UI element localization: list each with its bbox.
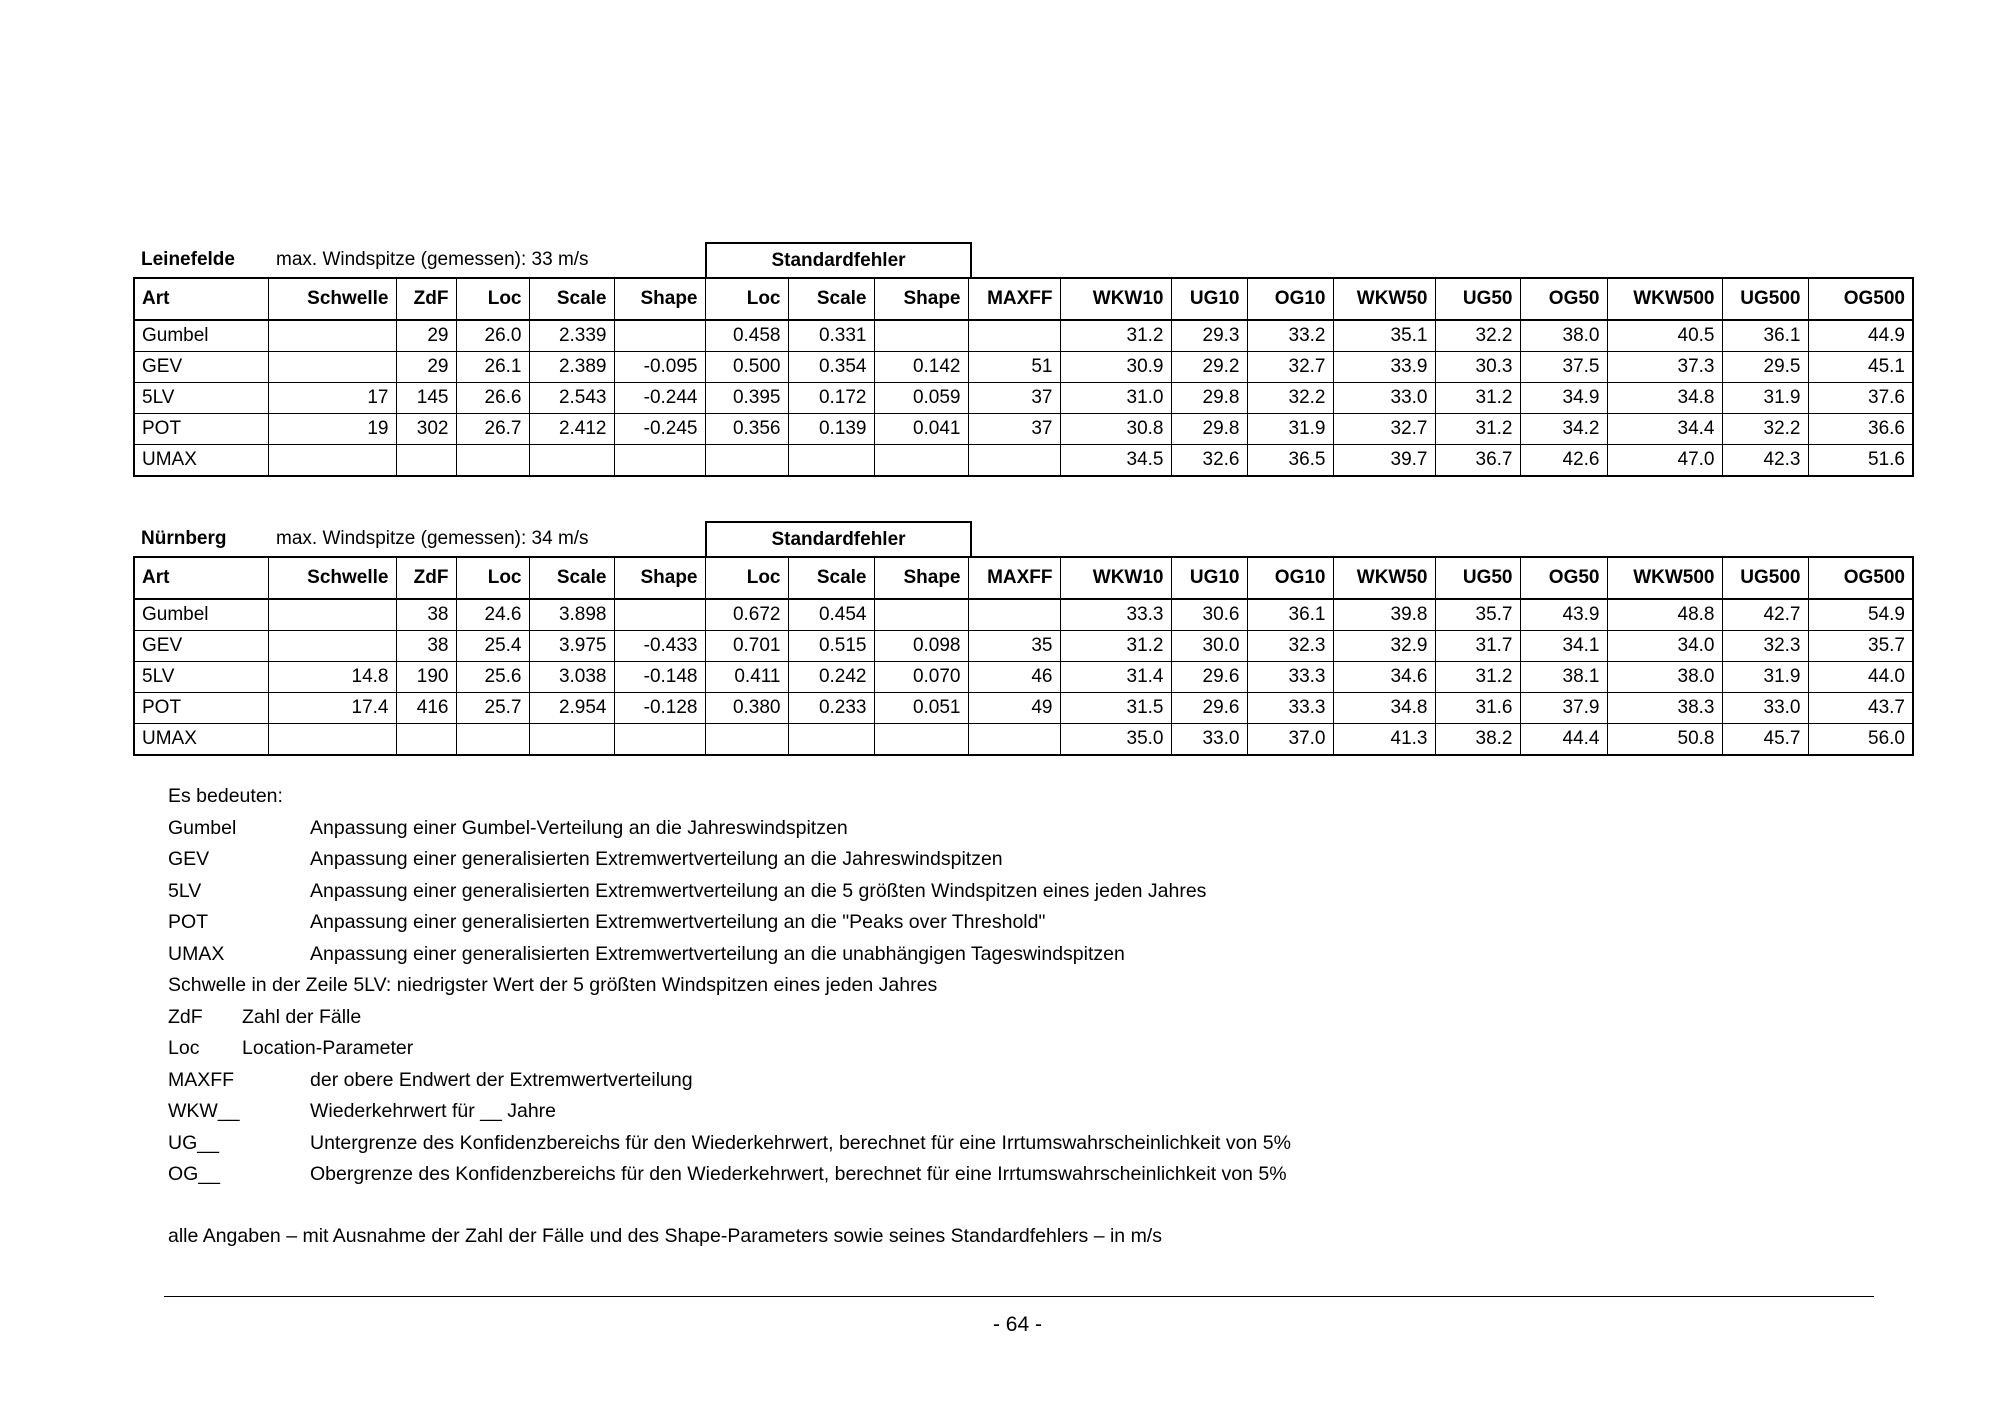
table-row xyxy=(134,693,1913,724)
table-cell: 29.8 xyxy=(1171,414,1247,445)
table-cell xyxy=(456,445,529,477)
table-cell: 35.7 xyxy=(1808,631,1913,662)
table-cell: 30.3 xyxy=(1435,352,1520,383)
table-cell: 37.5 xyxy=(1520,352,1607,383)
table-cell: 44.4 xyxy=(1520,724,1607,756)
column-header: ZdF xyxy=(396,557,456,599)
table-cell: 34.8 xyxy=(1333,693,1435,724)
table-cell xyxy=(614,599,705,631)
table-cell: 35.1 xyxy=(1333,320,1435,352)
table-cell: 32.9 xyxy=(1333,631,1435,662)
table-cell: 34.1 xyxy=(1520,631,1607,662)
table-cell: 0.142 xyxy=(874,352,968,383)
table-cell: 32.3 xyxy=(1722,631,1808,662)
table-cell: 38.0 xyxy=(1520,320,1607,352)
column-header: Shape xyxy=(874,278,968,320)
legend-desc: Zahl der Fälle xyxy=(242,1005,362,1028)
table-cell: 30.6 xyxy=(1171,599,1247,631)
table-cell xyxy=(456,724,529,756)
column-header: WKW50 xyxy=(1333,278,1435,320)
table-cell xyxy=(614,724,705,756)
table-row xyxy=(134,445,1913,477)
table-cell: -0.433 xyxy=(614,631,705,662)
table-cell: 25.6 xyxy=(456,662,529,693)
table-cell: 190 xyxy=(396,662,456,693)
station-block-leinefelde xyxy=(133,242,1912,477)
column-header: OG500 xyxy=(1808,557,1913,599)
table-cell: 3.038 xyxy=(529,662,614,693)
column-header: Loc xyxy=(705,278,788,320)
table-cell: 31.5 xyxy=(1060,693,1171,724)
table-cell: 0.380 xyxy=(705,693,788,724)
legend-abbr: UG__ xyxy=(168,1131,219,1154)
table-cell: 0.098 xyxy=(874,631,968,662)
table-cell: -0.095 xyxy=(614,352,705,383)
table-cell: 43.7 xyxy=(1808,693,1913,724)
table-cell: 2.389 xyxy=(529,352,614,383)
table-cell xyxy=(705,724,788,756)
table-cell: 33.3 xyxy=(1060,599,1171,631)
table-cell: 38 xyxy=(396,599,456,631)
table-cell: 29.8 xyxy=(1171,383,1247,414)
table-cell: 24.6 xyxy=(456,599,529,631)
table-cell: 32.2 xyxy=(1435,320,1520,352)
legend-abbr: UMAX xyxy=(168,942,225,965)
table-cell: 35 xyxy=(968,631,1060,662)
station-name: Nürnberg xyxy=(141,528,227,549)
table-cell xyxy=(788,445,874,477)
column-header: UG10 xyxy=(1171,278,1247,320)
row-label: POT xyxy=(134,414,268,445)
column-header: Shape xyxy=(614,278,705,320)
table-cell: 31.9 xyxy=(1722,383,1808,414)
table-cell: 38.3 xyxy=(1607,693,1722,724)
max-wind-label: max. Windspitze (gemessen): 33 m/s xyxy=(276,249,589,270)
table-cell: 26.0 xyxy=(456,320,529,352)
station-name: Leinefelde xyxy=(141,249,235,270)
legend-desc: Untergrenze des Konfidenzbereichs für den Wiederkehrwert, berechnet für eine Irrtumswahrscheinlichkeit von 5% xyxy=(310,1131,1291,1154)
legend-schwelle-note: Schwelle in der Zeile 5LV: niedrigster Wert der 5 größten Windspitzen eines jeden Jahres xyxy=(168,974,938,996)
table-cell: 3.898 xyxy=(529,599,614,631)
table-cell: 0.242 xyxy=(788,662,874,693)
row-label: UMAX xyxy=(134,445,268,477)
table-cell: 0.331 xyxy=(788,320,874,352)
table-cell: 0.233 xyxy=(788,693,874,724)
row-label: GEV xyxy=(134,631,268,662)
table-cell: 34.4 xyxy=(1607,414,1722,445)
table-cell: 0.172 xyxy=(788,383,874,414)
table-cell: 0.411 xyxy=(705,662,788,693)
table-cell: 29 xyxy=(396,320,456,352)
legend-desc: Anpassung einer Gumbel-Verteilung an die Jahreswindspitzen xyxy=(310,816,848,839)
column-header: UG500 xyxy=(1722,278,1808,320)
table-cell: 44.0 xyxy=(1808,662,1913,693)
table-cell: 33.0 xyxy=(1333,383,1435,414)
table-cell: 45.7 xyxy=(1722,724,1808,756)
extreme-value-table xyxy=(133,277,1914,477)
table-cell: 46 xyxy=(968,662,1060,693)
row-label: GEV xyxy=(134,352,268,383)
table-cell: 31.9 xyxy=(1247,414,1333,445)
table-cell: 17.4 xyxy=(268,693,396,724)
table-cell: 33.2 xyxy=(1247,320,1333,352)
legend-desc: Anpassung einer generalisierten Extremwertverteilung an die Jahreswindspitzen xyxy=(310,848,1003,870)
table-cell: 0.139 xyxy=(788,414,874,445)
table-cell: 49 xyxy=(968,693,1060,724)
legend-abbr: WKW__ xyxy=(168,1100,240,1122)
table-cell xyxy=(705,445,788,477)
table-cell xyxy=(614,320,705,352)
page-number: - 64 - xyxy=(992,1313,1042,1336)
legend-desc: Obergrenze des Konfidenzbereichs für den Wiederkehrwert, berechnet für eine Irrtumswahrscheinlichkeit von 5% xyxy=(310,1163,1287,1185)
table-cell: 29.6 xyxy=(1171,693,1247,724)
column-header: WKW10 xyxy=(1060,278,1171,320)
table-cell: 34.0 xyxy=(1607,631,1722,662)
station-header xyxy=(133,521,1912,556)
table-cell xyxy=(968,724,1060,756)
table-cell: 38.1 xyxy=(1520,662,1607,693)
table-cell: -0.148 xyxy=(614,662,705,693)
table-row xyxy=(134,599,1913,631)
table-cell: 39.7 xyxy=(1333,445,1435,477)
column-header: UG10 xyxy=(1171,557,1247,599)
legend-desc: Location-Parameter xyxy=(242,1037,414,1059)
table-cell: 36.1 xyxy=(1247,599,1333,631)
table-cell: 38 xyxy=(396,631,456,662)
table-cell: 31.2 xyxy=(1435,383,1520,414)
column-header: Loc xyxy=(456,557,529,599)
table-cell: 2.543 xyxy=(529,383,614,414)
table-header-row xyxy=(134,278,1913,320)
table-cell: 32.3 xyxy=(1247,631,1333,662)
table-cell xyxy=(396,724,456,756)
table-cell: 29 xyxy=(396,352,456,383)
table-cell: 29.6 xyxy=(1171,662,1247,693)
table-cell: 0.458 xyxy=(705,320,788,352)
column-header: Shape xyxy=(614,557,705,599)
row-label: Gumbel xyxy=(134,320,268,352)
row-label: UMAX xyxy=(134,724,268,756)
table-cell: 40.5 xyxy=(1607,320,1722,352)
table-cell: 25.7 xyxy=(456,693,529,724)
table-cell: 26.6 xyxy=(456,383,529,414)
column-header: ZdF xyxy=(396,278,456,320)
column-header: OG50 xyxy=(1520,278,1607,320)
station-block-nuernberg xyxy=(133,521,1912,756)
table-cell: 36.6 xyxy=(1808,414,1913,445)
row-label: POT xyxy=(134,693,268,724)
max-wind-label: max. Windspitze (gemessen): 34 m/s xyxy=(276,528,589,549)
table-cell: 38.2 xyxy=(1435,724,1520,756)
table-cell: 32.2 xyxy=(1722,414,1808,445)
table-cell xyxy=(614,445,705,477)
table-row xyxy=(134,631,1913,662)
table-cell: 0.356 xyxy=(705,414,788,445)
table-cell: 43.9 xyxy=(1520,599,1607,631)
table-header-row xyxy=(134,557,1913,599)
table-cell xyxy=(874,724,968,756)
table-cell: 31.6 xyxy=(1435,693,1520,724)
column-header: WKW500 xyxy=(1607,557,1722,599)
table-cell: 26.7 xyxy=(456,414,529,445)
table-cell: 35.0 xyxy=(1060,724,1171,756)
table-cell: 44.9 xyxy=(1808,320,1913,352)
station-header xyxy=(133,242,1912,277)
table-cell: 25.4 xyxy=(456,631,529,662)
table-cell: 37.6 xyxy=(1808,383,1913,414)
column-header: WKW50 xyxy=(1333,557,1435,599)
table-cell: 51.6 xyxy=(1808,445,1913,477)
legend-abbr: ZdF xyxy=(168,1005,203,1028)
table-cell xyxy=(874,445,968,477)
table-cell: 0.041 xyxy=(874,414,968,445)
table-cell: 34.5 xyxy=(1060,445,1171,477)
table-cell: 56.0 xyxy=(1808,724,1913,756)
table-cell xyxy=(788,724,874,756)
table-cell: 50.8 xyxy=(1607,724,1722,756)
table-cell xyxy=(396,445,456,477)
legend-abbr: MAXFF xyxy=(168,1068,235,1091)
legend-desc: Anpassung einer generalisierten Extremwertverteilung an die "Peaks over Threshold" xyxy=(310,911,1046,933)
table-cell: 29.2 xyxy=(1171,352,1247,383)
row-label: 5LV xyxy=(134,383,268,414)
table-cell: 37.0 xyxy=(1247,724,1333,756)
table-cell: 19 xyxy=(268,414,396,445)
table-cell: 29.3 xyxy=(1171,320,1247,352)
table-cell: 34.8 xyxy=(1607,383,1722,414)
table-cell xyxy=(268,445,396,477)
table-cell: 0.395 xyxy=(705,383,788,414)
table-cell: 37.3 xyxy=(1607,352,1722,383)
table-cell: 31.7 xyxy=(1435,631,1520,662)
column-header: Schwelle xyxy=(268,278,396,320)
column-header: UG50 xyxy=(1435,557,1520,599)
column-header: Scale xyxy=(788,557,874,599)
column-header: Loc xyxy=(456,278,529,320)
table-cell: 54.9 xyxy=(1808,599,1913,631)
column-header: Scale xyxy=(529,278,614,320)
legend-desc: Anpassung einer generalisierten Extremwertverteilung an die 5 größten Windspitzen eines jeden Jahres xyxy=(310,879,1207,902)
table-cell xyxy=(968,320,1060,352)
table-cell: 34.6 xyxy=(1333,662,1435,693)
table-row xyxy=(134,414,1913,445)
legend-desc: Anpassung einer generalisierten Extremwertverteilung an die unabhängigen Tageswindspitzen xyxy=(310,942,1125,965)
table-cell: 42.3 xyxy=(1722,445,1808,477)
column-header: MAXFF xyxy=(968,557,1060,599)
table-cell: 37 xyxy=(968,383,1060,414)
column-header: Scale xyxy=(788,278,874,320)
table-cell xyxy=(968,599,1060,631)
table-cell: 32.7 xyxy=(1247,352,1333,383)
table-cell: 32.2 xyxy=(1247,383,1333,414)
table-cell: 33.3 xyxy=(1247,662,1333,693)
table-cell: 34.2 xyxy=(1520,414,1607,445)
table-row xyxy=(134,724,1913,756)
table-cell: 33.3 xyxy=(1247,693,1333,724)
table-cell: 35.7 xyxy=(1435,599,1520,631)
table-cell xyxy=(874,320,968,352)
table-cell xyxy=(268,631,396,662)
table-cell xyxy=(968,445,1060,477)
table-cell: 0.500 xyxy=(705,352,788,383)
row-label: Gumbel xyxy=(134,599,268,631)
table-cell: 31.2 xyxy=(1435,414,1520,445)
table-cell: 47.0 xyxy=(1607,445,1722,477)
table-cell: 2.339 xyxy=(529,320,614,352)
table-cell: 0.070 xyxy=(874,662,968,693)
legend-intro: Es bedeuten: xyxy=(168,785,283,807)
table-cell: 3.975 xyxy=(529,631,614,662)
table-cell: 30.0 xyxy=(1171,631,1247,662)
table-cell: 26.1 xyxy=(456,352,529,383)
table-cell: 30.9 xyxy=(1060,352,1171,383)
table-row xyxy=(134,662,1913,693)
legend-abbr: Loc xyxy=(168,1037,200,1059)
table-cell: 31.4 xyxy=(1060,662,1171,693)
row-label: 5LV xyxy=(134,662,268,693)
table-cell: 48.8 xyxy=(1607,599,1722,631)
table-cell xyxy=(874,599,968,631)
table-cell: 0.354 xyxy=(788,352,874,383)
table-cell: 36.5 xyxy=(1247,445,1333,477)
table-cell: 37.9 xyxy=(1520,693,1607,724)
table-cell: 31.2 xyxy=(1435,662,1520,693)
table-cell: 0.701 xyxy=(705,631,788,662)
column-header: UG50 xyxy=(1435,278,1520,320)
table-cell xyxy=(529,724,614,756)
table-row xyxy=(134,320,1913,352)
table-cell: 36.1 xyxy=(1722,320,1808,352)
table-cell: 0.454 xyxy=(788,599,874,631)
table-cell: 31.0 xyxy=(1060,383,1171,414)
column-header: Art xyxy=(134,557,268,599)
column-header: OG500 xyxy=(1808,278,1913,320)
column-header: Loc xyxy=(705,557,788,599)
legend-desc: der obere Endwert der Extremwertverteilung xyxy=(310,1068,693,1091)
table-cell: 38.0 xyxy=(1607,662,1722,693)
legend-abbr: POT xyxy=(168,911,209,933)
table-cell: 51 xyxy=(968,352,1060,383)
column-header: OG10 xyxy=(1247,278,1333,320)
table-cell xyxy=(268,352,396,383)
table-cell: 36.7 xyxy=(1435,445,1520,477)
table-cell: -0.128 xyxy=(614,693,705,724)
table-cell: 2.412 xyxy=(529,414,614,445)
column-header: Scale xyxy=(529,557,614,599)
table-cell: 0.051 xyxy=(874,693,968,724)
table-cell: 32.7 xyxy=(1333,414,1435,445)
table-cell: 416 xyxy=(396,693,456,724)
column-header: UG500 xyxy=(1722,557,1808,599)
legend-desc: Wiederkehrwert für __ Jahre xyxy=(310,1100,557,1122)
table-cell xyxy=(268,724,396,756)
legend-abbr: GEV xyxy=(168,848,210,870)
table-cell: 14.8 xyxy=(268,662,396,693)
table-cell: 45.1 xyxy=(1808,352,1913,383)
table-cell: 31.9 xyxy=(1722,662,1808,693)
column-header: WKW500 xyxy=(1607,278,1722,320)
table-cell: 33.0 xyxy=(1171,724,1247,756)
extreme-value-table xyxy=(133,556,1914,756)
column-header: MAXFF xyxy=(968,278,1060,320)
table-cell: 29.5 xyxy=(1722,352,1808,383)
table-cell: 32.6 xyxy=(1171,445,1247,477)
table-cell: 41.3 xyxy=(1333,724,1435,756)
table-cell: 34.9 xyxy=(1520,383,1607,414)
table-cell: 2.954 xyxy=(529,693,614,724)
table-cell xyxy=(529,445,614,477)
column-header: Shape xyxy=(874,557,968,599)
table-cell: 0.515 xyxy=(788,631,874,662)
table-cell: 31.2 xyxy=(1060,320,1171,352)
table-cell: 37 xyxy=(968,414,1060,445)
footer-rule xyxy=(164,1296,1874,1297)
table-cell: 31.2 xyxy=(1060,631,1171,662)
table-cell: 0.672 xyxy=(705,599,788,631)
table-cell xyxy=(268,599,396,631)
table-cell: 302 xyxy=(396,414,456,445)
table-row xyxy=(134,352,1913,383)
table-cell: -0.244 xyxy=(614,383,705,414)
table-cell: 30.8 xyxy=(1060,414,1171,445)
column-header: WKW10 xyxy=(1060,557,1171,599)
column-header: OG50 xyxy=(1520,557,1607,599)
table-cell: 17 xyxy=(268,383,396,414)
legend-abbr: OG__ xyxy=(168,1163,221,1185)
legend-abbr: 5LV xyxy=(168,879,202,902)
table-cell xyxy=(268,320,396,352)
table-cell: 33.0 xyxy=(1722,693,1808,724)
column-header: OG10 xyxy=(1247,557,1333,599)
table-cell: -0.245 xyxy=(614,414,705,445)
table-cell: 42.6 xyxy=(1520,445,1607,477)
table-cell: 33.9 xyxy=(1333,352,1435,383)
standardfehler-header: Standardfehler xyxy=(705,242,972,277)
column-header: Art xyxy=(134,278,268,320)
standardfehler-header: Standardfehler xyxy=(705,521,972,556)
legend-footnote: alle Angaben – mit Ausnahme der Zahl der Fälle und des Shape-Parameters sowie seines Standardfehlers – in m/s xyxy=(168,1225,1162,1247)
table-cell: 42.7 xyxy=(1722,599,1808,631)
table-cell: 39.8 xyxy=(1333,599,1435,631)
table-cell: 145 xyxy=(396,383,456,414)
table-row xyxy=(134,383,1913,414)
column-header: Schwelle xyxy=(268,557,396,599)
table-cell: 0.059 xyxy=(874,383,968,414)
legend-abbr: Gumbel xyxy=(168,816,237,839)
